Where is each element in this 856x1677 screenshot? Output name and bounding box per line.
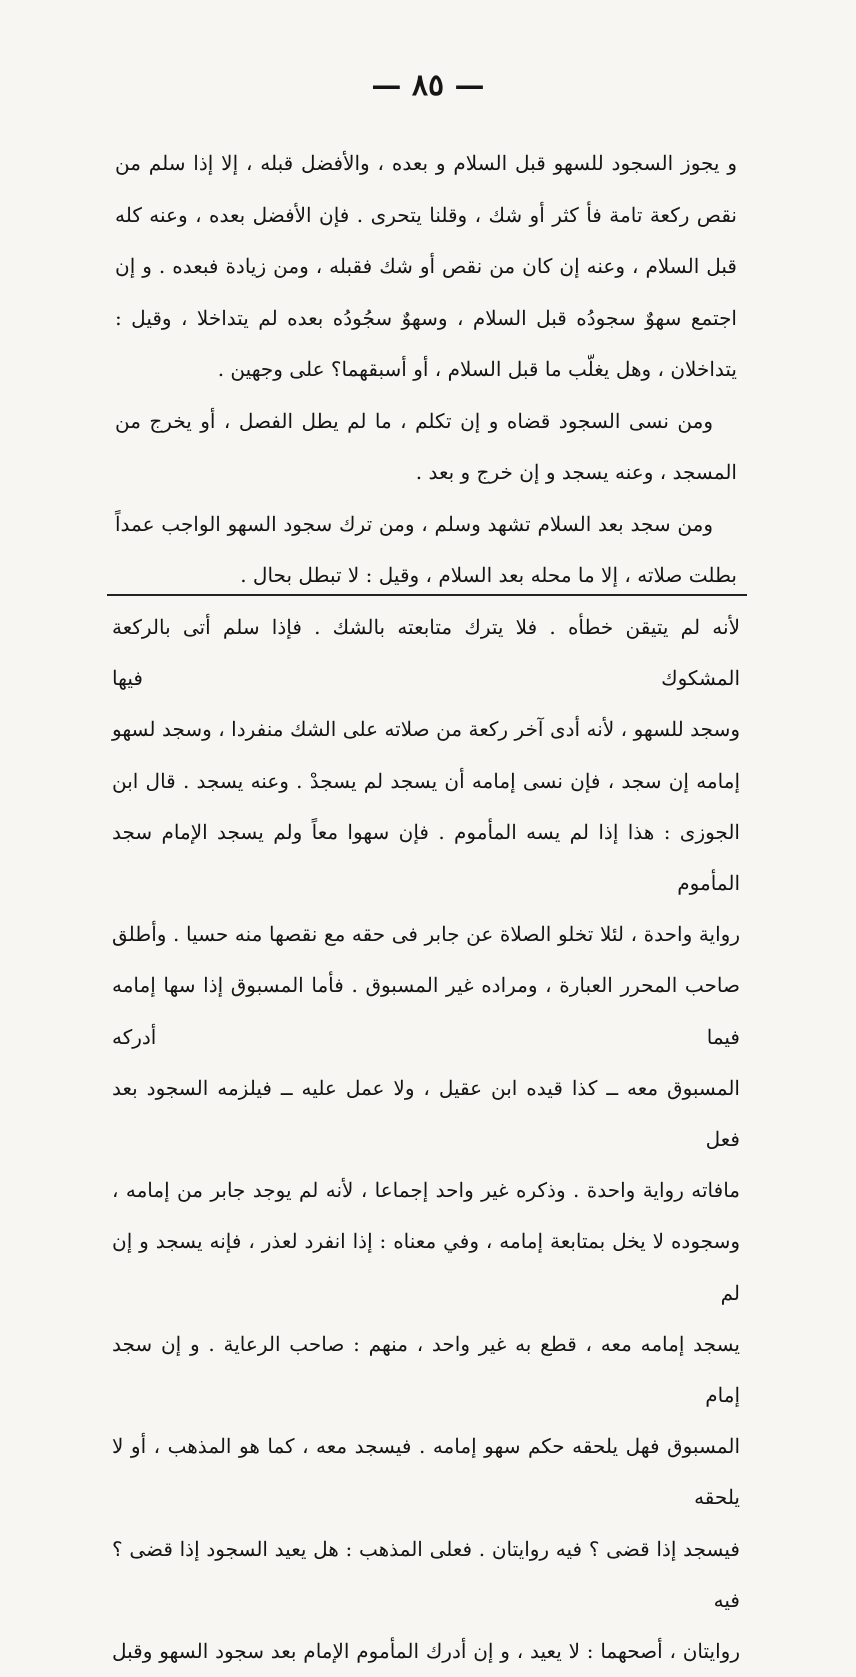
main-line: و يجوز السجود للسهو قبل السلام و بعده ، والأفضل قبله ، إلا إذا سلم من xyxy=(115,151,738,175)
footnote-line: وسجد للسهو ، لأنه أدى آخر ركعة من صلاته على الشك منفردا ، وسجد لسهو xyxy=(112,717,740,742)
main-line: يتداخلان ، وهل يغلّب ما قبل السلام ، أو أسبقهما؟ على وجهين . xyxy=(217,357,737,381)
main-line: قبل السلام ، وعنه إن كان من نقص أو شك فقبله ، ومن زيادة فبعده . و إن xyxy=(115,254,737,278)
footnote-line: وسجوده لا يخل بمتابعة إمامه ، وفي معناه : إذا انفرد لعذر ، فإنه يسجد و إن لم xyxy=(112,1229,740,1305)
footnote-line: صاحب المحرر العبارة ، ومراده غير المسبوق . فأما المسبوق إذا سها إمامه فيما أدركه xyxy=(112,973,740,1049)
footnote-line: روايتان ، أصحهما : لا يعيد ، و إن أدرك المأموم الإمام بعد سجود السهو وقبل xyxy=(112,1639,740,1664)
footnote-line: المسبوق فهل يلحقه حكم سهو إمامه . فيسجد معه ، كما هو المذهب ، أو لا يلحقه xyxy=(112,1434,740,1510)
footnote-line: يسجد إمامه معه ، قطع به غير واحد ، منهم : صاحب الرعاية . و إن سجد إمام xyxy=(112,1331,740,1408)
footnote-line: الجوزى : هذا إذا لم يسه المأموم . فإن سهوا معاً ولم يسجد الإمام سجد المأموم xyxy=(112,819,740,896)
footnote-line: إمامه إن سجد ، فإن نسى إمامه أن يسجد لم يسجدْ . وعنه يسجد . قال ابن xyxy=(112,768,740,793)
main-line: بطلت صلاته ، إلا ما محله بعد السلام ، وقيل : لا تبطل بحال . xyxy=(240,563,737,587)
footnote-line: لأنه لم يتيقن خطأه . فلا يترك متابعته بالشك . فإذا سلم أتى بالركعة المشكوك فيها xyxy=(112,615,740,691)
page-number: — ٨٥ — xyxy=(371,68,485,103)
footnote-line: رواية واحدة ، لئلا تخلو الصلاة عن جابر فى حقه مع نقصها منه حسيا . وأطلق xyxy=(112,922,740,947)
main-line: اجتمع سهوٌ سجودُه قبل السلام ، وسهوٌ سجُودُه بعده لم يتداخلا ، وقيل : xyxy=(115,305,737,330)
footnote-line: فيسجد إذا قضى ؟ فيه روايتان . فعلى المذهب : هل يعيد السجود إذا قضى ؟ فيه xyxy=(112,1536,740,1612)
main-line: ومن نسى السجود قضاه و إن تكلم ، ما لم يطل الفصل ، أو يخرج من xyxy=(115,408,713,433)
main-line: نقص ركعة تامة فأ كثر أو شك ، وقلنا يتحرى . فإن الأفضل بعده ، وعنه كله xyxy=(115,202,737,227)
main-line: المسجد ، وعنه يسجد و إن خرج و بعد . xyxy=(415,460,737,484)
footnote-line: المسبوق معه ــ كذا قيده ابن عقيل ، ولا عمل عليه ــ فيلزمه السجود بعد فعل xyxy=(112,1075,740,1152)
main-text xyxy=(115,138,737,602)
main-line: ومن سجد بعد السلام تشهد وسلم ، ومن ترك سجود السهو الواجب عمداً xyxy=(115,511,713,536)
footnote-text xyxy=(112,602,740,1677)
footnote-line: مافاته رواية واحدة . وذكره غير واحد إجماعا ، لأنه لم يوجد جابر من إمامه ، xyxy=(112,1178,740,1203)
footnote-divider xyxy=(107,594,747,596)
